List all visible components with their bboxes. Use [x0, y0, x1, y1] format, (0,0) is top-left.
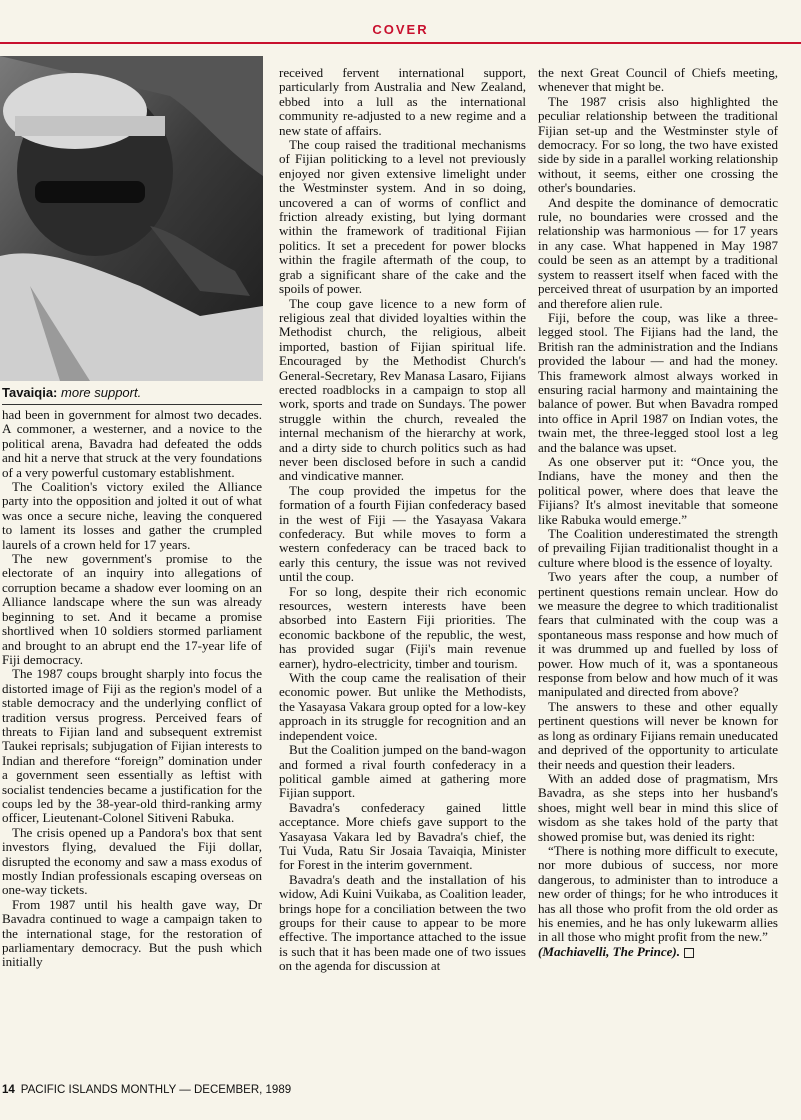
- paragraph: For so long, despite their rich economic resources, western interests have been absorbed into Eastern Fiji priorities. The economic backbone of the republic, the west, has provided sugar (Fiji's main revenue earner), hydro-electricity, timber and tourism.: [279, 583, 526, 671]
- paragraph: received fervent international support, particularly from Australia and New Zealand, ebbed into a lull as the international community re-adjusted to a new regime and a new state of affairs.: [279, 65, 526, 138]
- photo-caption: [2, 385, 260, 400]
- portrait-photo: [0, 56, 263, 381]
- paragraph: The answers to these and other equally pertinent questions will never be known for as long as ordinary Fijians remain uneducated and deprived of the opportunity to articulate their needs and question their leaders.: [538, 698, 778, 772]
- paragraph: The 1987 crisis also highlighted the peculiar relationship between the traditional Fijian set-up and the Westminster style of democracy. For so long, the two have existed side by side in a parallel working relationship without, it seems, either one crossing the other's boundaries.: [538, 93, 778, 196]
- paragraph: But the Coalition jumped on the band-wagon and formed a rival fourth confederacy in a political gamble aimed at gathering more Fijian support.: [279, 742, 526, 801]
- paragraph: “There is nothing more difficult to execute, nor more dubious of success, nor more dangerous, to administer than to introduce a new order of things; for he who introduces it has all those who profit from the old order as his enemies, and he has only lukewarm allies in all those who might profit from the new.”: [538, 842, 778, 945]
- citation-line: [538, 945, 778, 959]
- publication-line: PACIFIC ISLANDS MONTHLY — DECEMBER, 1989: [20, 1084, 292, 1096]
- paragraph: Bavadra's death and the installation of his widow, Adi Kuini Vuikaba, as Coalition leader, brings hope for a conciliation between the two groups for their cause to appear to be more effective. The importance attached to the issue is such that it has been made one of two issues on the agenda for discussion at: [279, 871, 526, 974]
- paragraph: The new government's promise to the electorate of an inquiry into allegations of corruption became a shadow ever looming on an Alliance landscape where the sun was already beginning to set. And it became a promise shortlived when 10 soldiers stormed parliament and brought to an abrupt end the 17-year life of Fiji democracy.: [2, 551, 262, 667]
- paragraph: With the coup came the realisation of their economic power. But unlike the Methodists, the Yasayasa Vakara group opted for a low-key approach in its struggle for recognition and an independent voice.: [279, 670, 526, 743]
- end-mark-icon: [684, 948, 694, 958]
- paragraph: Two years after the coup, a number of pertinent questions remain unclear. How do we measure the degree to which traditionalist fears that culminated with the coup was a spontaneous mass response and how much of it was drummed up and fuelled by loss of power. How much of it, was a spontaneous response from below and how much of it was manipulated and directed from above?: [538, 569, 778, 700]
- paragraph: With an added dose of pragmatism, Mrs Bavadra, as she steps into her husband's shoes, might well bear in mind this slice of wisdom as she takes hold of the party that showed promise but, was denied its right:: [538, 770, 778, 844]
- section-label: COVER: [372, 22, 429, 37]
- paragraph: the next Great Council of Chiefs meeting, whenever that might be.: [538, 65, 778, 95]
- paragraph: As one observer put it: “Once you, the Indians, have the money and then the political power, where does that leave the Fijians? It's almost inevitable that someone like Rabuka would emerge.”: [538, 453, 778, 527]
- paragraph: The coup provided the impetus for the formation of a fourth Fijian confederacy based in the west of Fiji — the Yasayasa Vakara confederacy. But while moves to form a western confederacy can be traced back to early this century, the issue was not revived until the coup.: [279, 482, 526, 585]
- paragraph: From 1987 until his health gave way, Dr Bavadra continued to wage a campaign taken to the international stage, for the restoration of parliamentary democracy. But the push which initially: [2, 896, 262, 970]
- caption-rule: [2, 404, 262, 405]
- paragraph: had been in government for almost two decades. A commoner, a westerner, and a novice to the political arena, Bavadra had defeated the odds and hit a nerve that struck at the very foundations of a very powerful customary establishment.: [2, 407, 262, 480]
- paragraph: The coup gave licence to a new form of religious zeal that divided loyalties within the Methodist church, the religious, albeit imported, bastion of Fijian spiritual life. Encouraged by the Methodist Church's General-Secretary, Rev Manasa Lasaro, Fijians erected roadblocks in a campaign to stop all work, sports and trade on Sundays. The power struggle within the church, revealed the internal mechanism of the hierarchy at work, and a dirty side to church politics such as had never been disclosed before in such a candid and vindicative manner.: [279, 295, 526, 484]
- paragraph: The 1987 coups brought sharply into focus the distorted image of Fiji as the region's model of a stable democracy and the underlying conflict of tradition versus progress. Perceived fears of threats to Fijian land and subsequent extremist Taukei reprisals; subjugation of Fijian interests to Indian and therefore “foreign” domination under a government seen essentially as leftist with socialist tendencies became a justification for the coups led by the 38-year-old third-ranking army officer, Lieutenant-Colonel Sitiveni Rabuka.: [2, 666, 262, 826]
- citation: (Machiavelli, The Prince).: [538, 943, 681, 959]
- paragraph: The crisis opened up a Pandora's box that sent investors flying, devalued the Fiji dollar, disrupted the economy and saw a mass exodus of mostly Indian professionals escaping overseas on one-way tickets.: [2, 824, 262, 898]
- paragraph: Bavadra's confederacy gained little acceptance. More chiefs gave support to the Yasayasa Vakara led by Bavadra's chief, the Tui Vuda, Ratu Sir Josaia Tavaiqia, Minister for Forest in the interim government.: [279, 799, 526, 873]
- paragraph: The Coalition's victory exiled the Alliance party into the opposition and jolted it out of what was once a secure niche, leaving the conquered to lament its losses and gather the crumpled laurels of a crown held for 17 years.: [2, 479, 262, 552]
- column-1: [2, 408, 262, 970]
- paragraph: Fiji, before the coup, was like a three-legged stool. The Fijians had the land, the British ran the administration and the Indians provided the labour — and had the money. This framework almost always worked in ensuring racial harmony and maintaining the balance of power. But when Bavadra romped into office in April 1987 on Indian votes, the twain met, the three-legged stool lost a leg and the balance was upset.: [538, 309, 778, 455]
- caption-text: more support.: [61, 385, 142, 400]
- paragraph: The coup raised the traditional mechanisms of Fijian politicking to a level not previously enjoyed nor given extensive limelight under the Westminster system. And in so doing, uncovered a can of worms of conflict and friction already existing, but lying dormant within the framework of traditional Fijian politics. It set a precedent for power blocks within the fragile aftermath of the coup, to grab a significant share of the cake and the spoils of power.: [279, 137, 526, 297]
- column-3: [538, 66, 778, 959]
- header-rule: [0, 42, 801, 44]
- caption-name: Tavaiqia:: [2, 385, 58, 400]
- page-number: 14: [2, 1084, 15, 1096]
- column-2: [279, 66, 526, 974]
- paragraph: The Coalition underestimated the strength of prevailing Fijian traditionalist thought in a culture where blood is the essence of loyalty.: [538, 526, 778, 570]
- page-footer: [2, 1084, 291, 1096]
- paragraph: And despite the dominance of democratic rule, no boundaries were crossed and the relationship was harmonious — for 17 years in any case. What happened in May 1987 could be seen as an attempt by a traditional system to reassert itself when faced with the perceived threat of usurpation by an imported and therefore alien rule.: [538, 194, 778, 311]
